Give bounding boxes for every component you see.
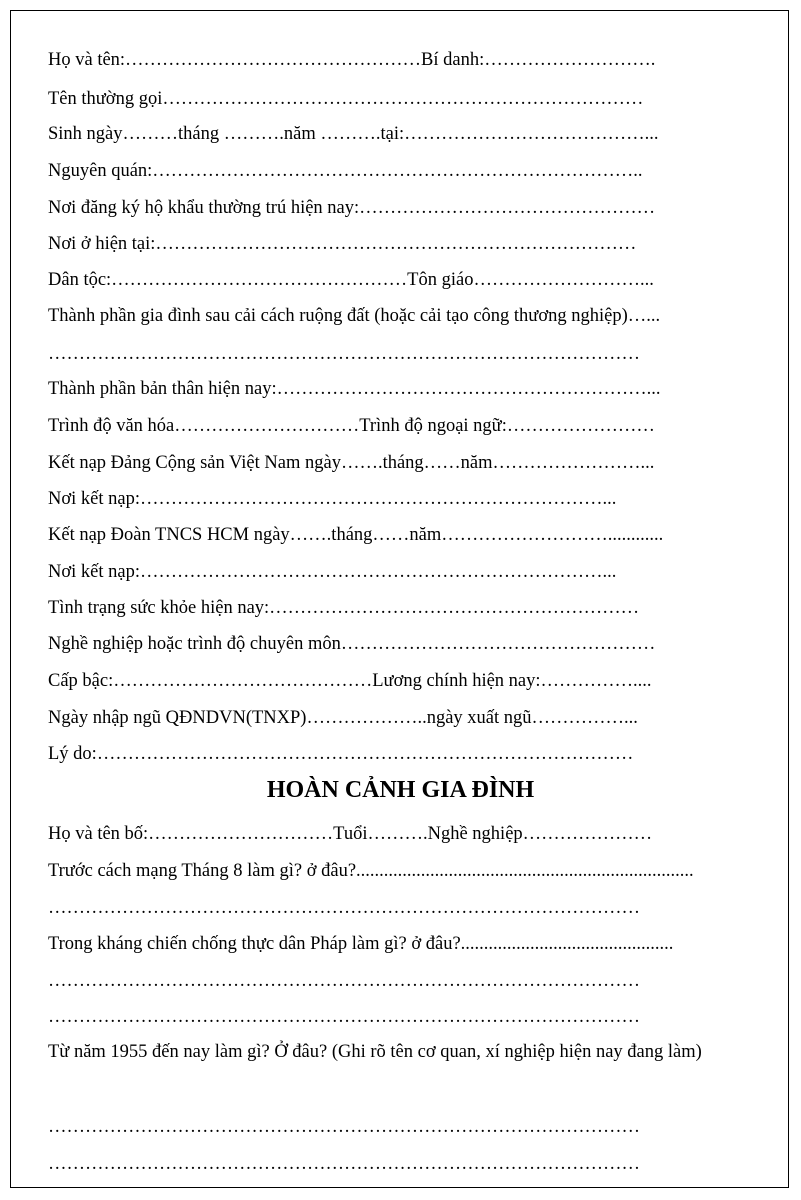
field-dan-toc-ton-giao: Dân tộc:…………………………………………Tôn giáo………………………... xyxy=(48,270,654,290)
field-noi-ket-nap-doan: Nơi kết nạp:…………………………………………………………………... xyxy=(48,562,617,582)
field-thanh-phan-gia-dinh: Thành phần gia đình sau cải cách ruộng đất (hoặc cải tạo công thương nghiệp)…... xyxy=(48,306,661,326)
field-ket-nap-doan: Kết nạp Đoàn TNCS HCM ngày…….tháng……năm………………………............ xyxy=(48,525,664,545)
field-nhap-ngu: Ngày nhập ngũ QĐNDVN(TNXP)………………..ngày xuất ngũ……………... xyxy=(48,708,638,728)
field-khang-chien-phap: Trong kháng chiến chống thực dân Pháp làm gì? ở đâu?.............................................. xyxy=(48,934,674,954)
section-title: HOÀN CẢNH GIA ĐÌNH xyxy=(266,777,535,803)
field-noi-o: Nơi ở hiện tại:…………………………………………………………………… xyxy=(48,234,637,254)
field-nguyen-quan: Nguyên quán:…………………………………………………………………….. xyxy=(48,161,643,181)
paragraph-tu-nam-1955: Từ năm 1955 đến nay làm gì? Ở đâu? (Ghi rõ tên cơ quan, xí nghiệp hiện nay đang làm) xyxy=(48,1042,702,1062)
field-blank-line: …………………………………………………………………………………… xyxy=(48,898,640,918)
field-blank-line: …………………………………………………………………………………… xyxy=(48,971,640,991)
field-ket-nap-dang: Kết nạp Đảng Cộng sản Việt Nam ngày…….tháng……năm……………………... xyxy=(48,453,655,473)
field-truoc-cach-mang: Trước cách mạng Tháng 8 làm gì? ở đâu?......................................................................... xyxy=(48,861,694,881)
field-blank-line: …………………………………………………………………………………… xyxy=(48,1154,640,1174)
field-nghe-nghiep: Nghề nghiệp hoặc trình độ chuyên môn…………………………………………… xyxy=(48,634,656,654)
field-sinh-ngay: Sinh ngày………tháng ……….năm ……….tại:…………………………………... xyxy=(48,124,659,144)
field-trinh-do: Trình độ văn hóa…………………………Trình độ ngoại ngữ:…………………… xyxy=(48,416,655,436)
field-ho-khau: Nơi đăng ký hộ khẩu thường trú hiện nay:………………………………………… xyxy=(48,198,656,218)
field-ly-do: Lý do:…………………………………………………………………………… xyxy=(48,744,634,764)
field-ho-ten-bo: Họ và tên bố:…………………………Tuổi……….Nghề nghiệp………………… xyxy=(48,824,653,844)
field-cap-bac-luong: Cấp bậc:……………………………………Lương chính hiện nay:…………….... xyxy=(48,671,652,691)
field-ho-ten-bi-danh: Họ và tên:…………………………………………Bí danh:………………………. xyxy=(48,50,656,70)
field-suc-khoe: Tình trạng sức khỏe hiện nay:…………………………………………………… xyxy=(48,598,640,618)
field-thanh-phan-ban-than: Thành phần bản thân hiện nay:……………………………………………………... xyxy=(48,379,661,399)
field-blank-line: …………………………………………………………………………………… xyxy=(48,1117,640,1137)
field-blank-line: …………………………………………………………………………………… xyxy=(48,344,640,364)
field-noi-ket-nap-dang: Nơi kết nạp:…………………………………………………………………... xyxy=(48,489,617,509)
field-blank-line: …………………………………………………………………………………… xyxy=(48,1007,640,1027)
field-ten-thuong-goi: Tên thường gọi…………………………………………………………………… xyxy=(48,89,644,109)
